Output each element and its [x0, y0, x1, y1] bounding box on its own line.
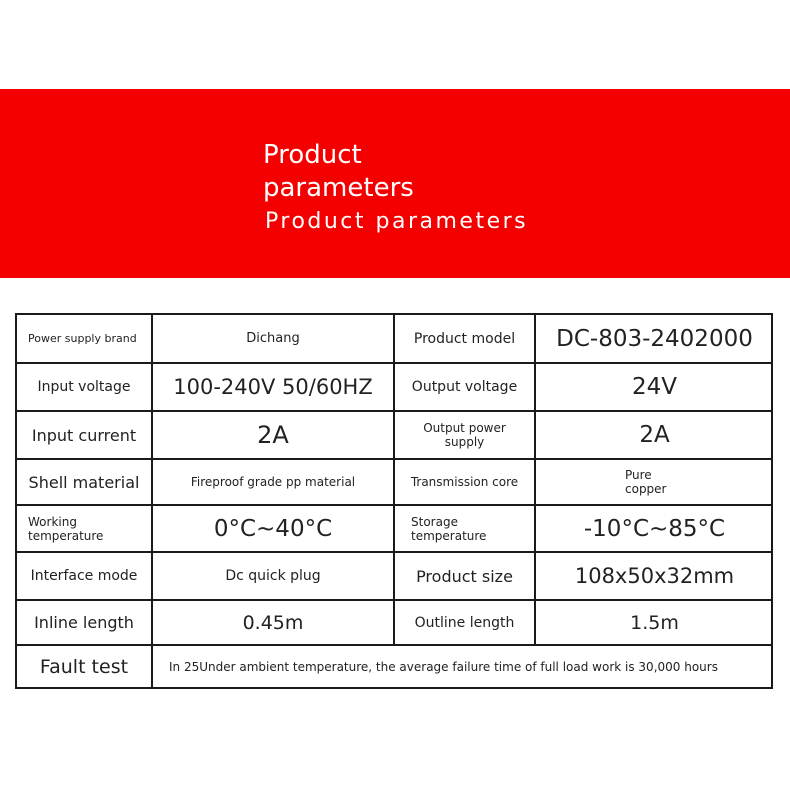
param-label: Transmission core	[410, 475, 519, 489]
param-label: Inline length	[34, 613, 134, 632]
param-value: -10°C~85°C	[583, 515, 726, 542]
param-label: Outline length	[414, 614, 515, 631]
param-label: Storage temperature	[411, 514, 487, 543]
param-value: 0°C~40°C	[213, 515, 333, 542]
param-value: 0.45m	[242, 611, 304, 634]
param-value: Pure copper	[625, 468, 667, 496]
parameter-table	[15, 313, 773, 689]
param-value: 24V	[631, 374, 677, 400]
param-label: Output voltage	[411, 379, 518, 395]
param-label: Product size	[416, 566, 513, 586]
banner-title-line1: Product	[263, 140, 362, 170]
param-value: 1.5m	[630, 611, 679, 634]
param-value: 100-240V 50/60HZ	[173, 375, 373, 399]
header-banner	[0, 89, 790, 278]
param-value: Fireproof grade pp material	[190, 475, 356, 489]
param-label: Input voltage	[37, 379, 131, 395]
fault-test-value: In 25Under ambient temperature, the average failure time of full load work is 30,000 hours	[169, 659, 718, 674]
param-value: DC-803-2402000	[556, 325, 753, 352]
param-label: Product model	[413, 330, 516, 347]
banner-subtitle: Product parameters	[265, 209, 529, 234]
param-value: 2A	[639, 422, 670, 448]
banner-title	[263, 139, 414, 205]
param-value: Dichang	[246, 331, 300, 346]
param-value: Dc quick plug	[225, 568, 321, 584]
fault-test-label: Fault test	[39, 655, 129, 678]
param-value: 108x50x32mm	[574, 564, 735, 588]
param-label: Working temperature	[28, 514, 104, 543]
param-label: Shell material	[28, 472, 140, 492]
param-label: Output power supply	[423, 421, 506, 449]
param-value: 2A	[257, 421, 289, 449]
banner-title-line2: parameters	[263, 173, 414, 203]
param-label: Power supply brand	[28, 331, 137, 345]
param-label: Interface mode	[30, 568, 138, 584]
param-label: Input current	[31, 425, 137, 445]
